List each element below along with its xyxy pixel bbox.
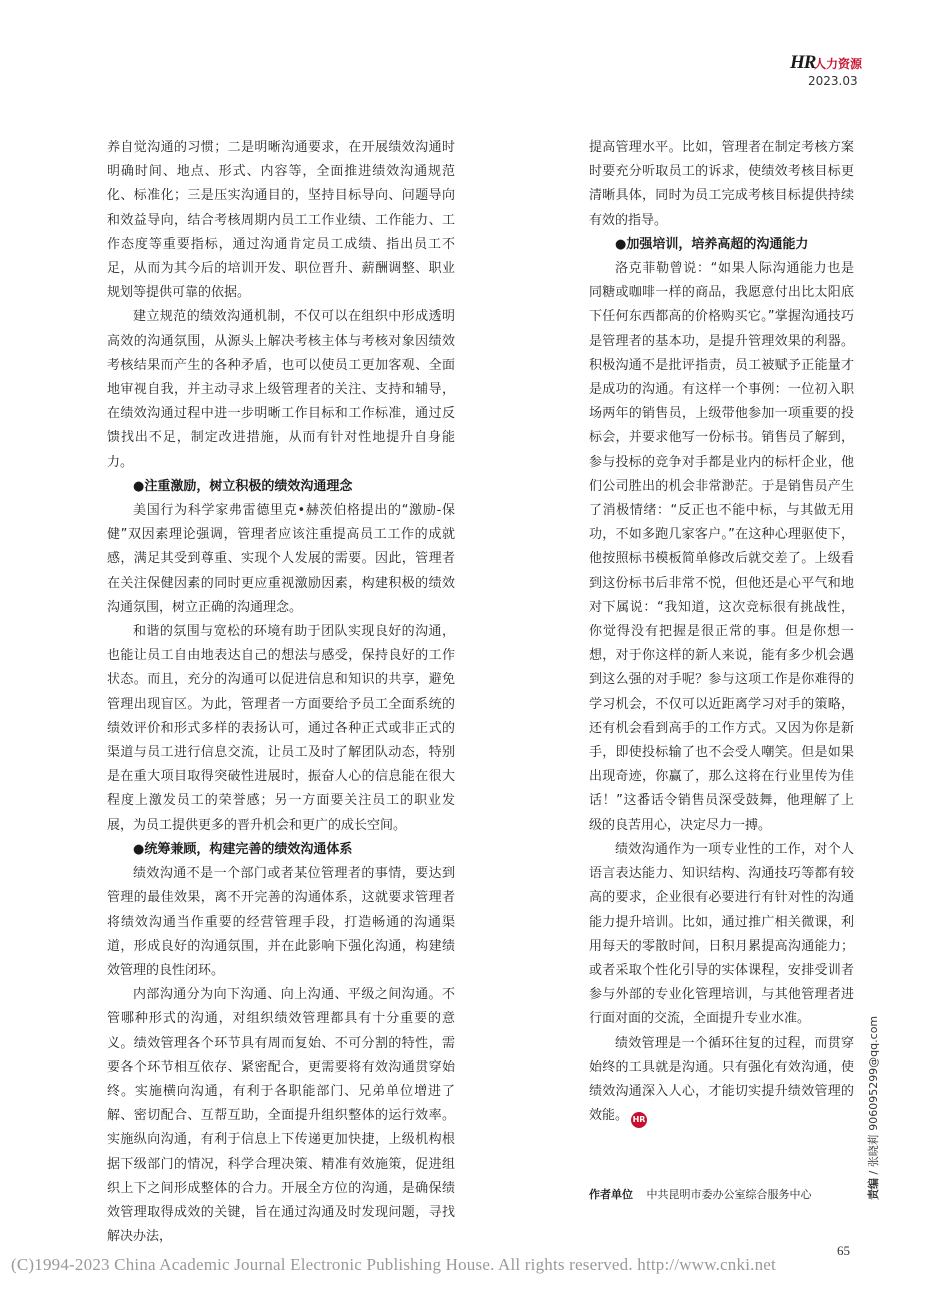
paragraph: 提高管理水平。比如，管理者在制定考核方案时要充分听取员工的诉求，使绩效考核目标更清晰具体，同时为员工完成考核目标提供持续有效的指导。 [589,140,854,228]
section-heading: ●注重激励，树立积极的绩效沟通理念 [133,478,353,494]
section-heading: ●加强培训，培养高超的沟通能力 [615,236,809,252]
magazine-logo [790,52,863,73]
paragraph: 洛克菲勒曾说：“如果人际沟通能力也是同糖或咖啡一样的商品，我愿意付出比太阳底下任何东西都高的价格购买它。”掌握沟通技巧是管理者的基本功，是提升管理效果的利器。积极沟通不是批评指责，员工被赋予正能量才是成功的沟通。有这样一个事例：一位初入职场两年的销售员，上级带他参加一项重要的投标会，并要求他写一份标书。销售员了解到，参与投标的竞争对手都是业内的标杆企业，他们公司胜出的机会非常渺茫。于是销售员产生了消极情绪：“反正也不能中标，与其做无用功，不如多跑几家客户。”在这种心理驱使下，他按照标书模板简单修改后就交差了。上级看到这份标书后非常不悦，但他还是心平气和地对下属说：“我知道，这次竞标很有挑战性，你觉得没有把握是很正常的事。但是你想一想，对于你这样的新人来说，能有多少机会遇到这么强的对手呢？参与这项工作是你难得的学习机会，不仅可以近距离学习对手的策略，还有机会看到高手的工作方式。又因为你是新手，即使投标输了也不会受人嘲笑。但是如果出现奇迹，你赢了，那么这将在行业里传为佳话！”这番话令销售员深受鼓舞，他理解了上级的良苦用心，决定尽力一搏。 [589,261,854,833]
editor-credit [867,1015,881,1200]
paragraph-text: 绩效管理是一个循环往复的过程，而贯穿始终的工具就是沟通。只有强化有效沟通，使绩效沟通深入人心，才能切实提升绩效管理的效能。 [589,1035,854,1124]
closing-paragraph [589,1032,854,1129]
editor-label: 责编 [867,1178,880,1200]
editor-value: / 张晓莉 906095299@qq.com [867,1015,880,1175]
paragraph: 绩效沟通不是一个部门或者某位管理者的事情，要达到管理的最佳效果，离不开完善的沟通体系，这就要求管理者将绩效沟通当作重要的经营管理手段，打造畅通的沟通渠道，形成良好的沟通氛围，并在此影响下强化沟通，构建绩效管理的良性闭环。 [107,866,455,978]
author-value: 中共昆明市委办公室综合服务中心 [646,1188,812,1201]
author-label: 作者单位 [589,1188,633,1201]
issue-date: 2023.03 [808,74,858,88]
paragraph: 绩效沟通作为一项专业性的工作，对个人语言表达能力、知识结构、沟通技巧等都有较高的要求，企业很有必要进行有针对性的沟通能力提升培训。比如，通过推广相关微课，利用每天的零散时间，日积月累提高沟通能力；或者采取个性化引导的实体课程，安排受训者参与外部的专业化管理培训，与其他管理者进行面对面的交流，全面提升专业水准。 [589,841,854,1027]
end-mark-icon: HR [631,1112,647,1128]
left-column [107,136,455,1249]
paragraph: 和谐的氛围与宽松的环境有助于团队实现良好的沟通，也能让员工自由地表达自己的想法与感受，保持良好的工作状态。而且，充分的沟通可以促进信息和知识的共享，避免管理出现盲区。为此，管理者一方面要给予员工全面系统的绩效评价和形式多样的表扬认可，通过各种正式或非正式的渠道与员工进行信息交流，让员工及时了解团队动态，特别是在重大项目取得突破性进展时，振奋人心的信息能在很大程度上激发员工的荣誉感；另一方面要关注员工的职业发展，为员工提供更多的晋升机会和更广的成长空间。 [107,624,455,833]
paragraph: 养自觉沟通的习惯；二是明晰沟通要求，在开展绩效沟通时明确时间、地点、形式、内容等，全面推进绩效沟通规范化、标准化；三是压实沟通目的，坚持目标导向、问题导向和效益导向，结合考核周期内员工工作业绩、工作能力、工作态度等重要指标，通过沟通肯定员工成绩、指出员工不足，从而为其今后的培训开发、职位晋升、薪酬调整、职业规划等提供可靠的依据。 [107,140,455,301]
paragraph: 建立规范的绩效沟通机制，不仅可以在组织中形成透明高效的沟通氛围，从源头上解决考核主体与考核对象因绩效考核结果而产生的各种矛盾，也可以使员工更加客观、全面地审视自我，并主动寻求上级管理者的关注、支持和辅导，在绩效沟通过程中进一步明晰工作目标和工作标准，通过反馈找出不足，制定改进措施，从而有针对性地提升自身能力。 [107,309,455,470]
author-affiliation [589,1186,812,1202]
paragraph: 美国行为科学家弗雷德里克•赫茨伯格提出的“激励-保健”双因素理论强调，管理者应该注重提高员工工作的成就感，满足其受到尊重、实现个人发展的需要。因此，管理者在关注保健因素的同时更应重视激励因素，构建积极的绩效沟通氛围，树立正确的沟通理念。 [107,503,455,615]
logo-title: 人力资源 [814,57,863,71]
right-column [589,136,854,1128]
logo-hr-mark: HR [790,52,816,73]
page-number: 65 [837,1243,850,1258]
copyright-footer: (C)1994-2023 China Academic Journal Electronic Publishing House. All rights reserved. http://www.cnki.net [11,1255,776,1274]
section-heading: ●统筹兼顾，构建完善的绩效沟通体系 [133,841,353,857]
paragraph: 内部沟通分为向下沟通、向上沟通、平级之间沟通。不管哪种形式的沟通，对组织绩效管理都具有十分重要的意义。绩效管理各个环节具有周而复始、不可分割的特性，需要各个环节相互依存、紧密配合，更需要将有效沟通贯穿始终。实施横向沟通，有利于各职能部门、兄弟单位增进了解、密切配合、互帮互助，全面提升组织整体的运行效率。实施纵向沟通，有利于信息上下传递更加快捷，上级机构根据下级部门的情况，科学合理决策、精准有效施策，促进组织上下之间形成整体的合力。开展全方位的沟通，是确保绩效管理取得成效的关键，旨在通过沟通及时发现问题，寻找解决办法， [107,987,455,1245]
